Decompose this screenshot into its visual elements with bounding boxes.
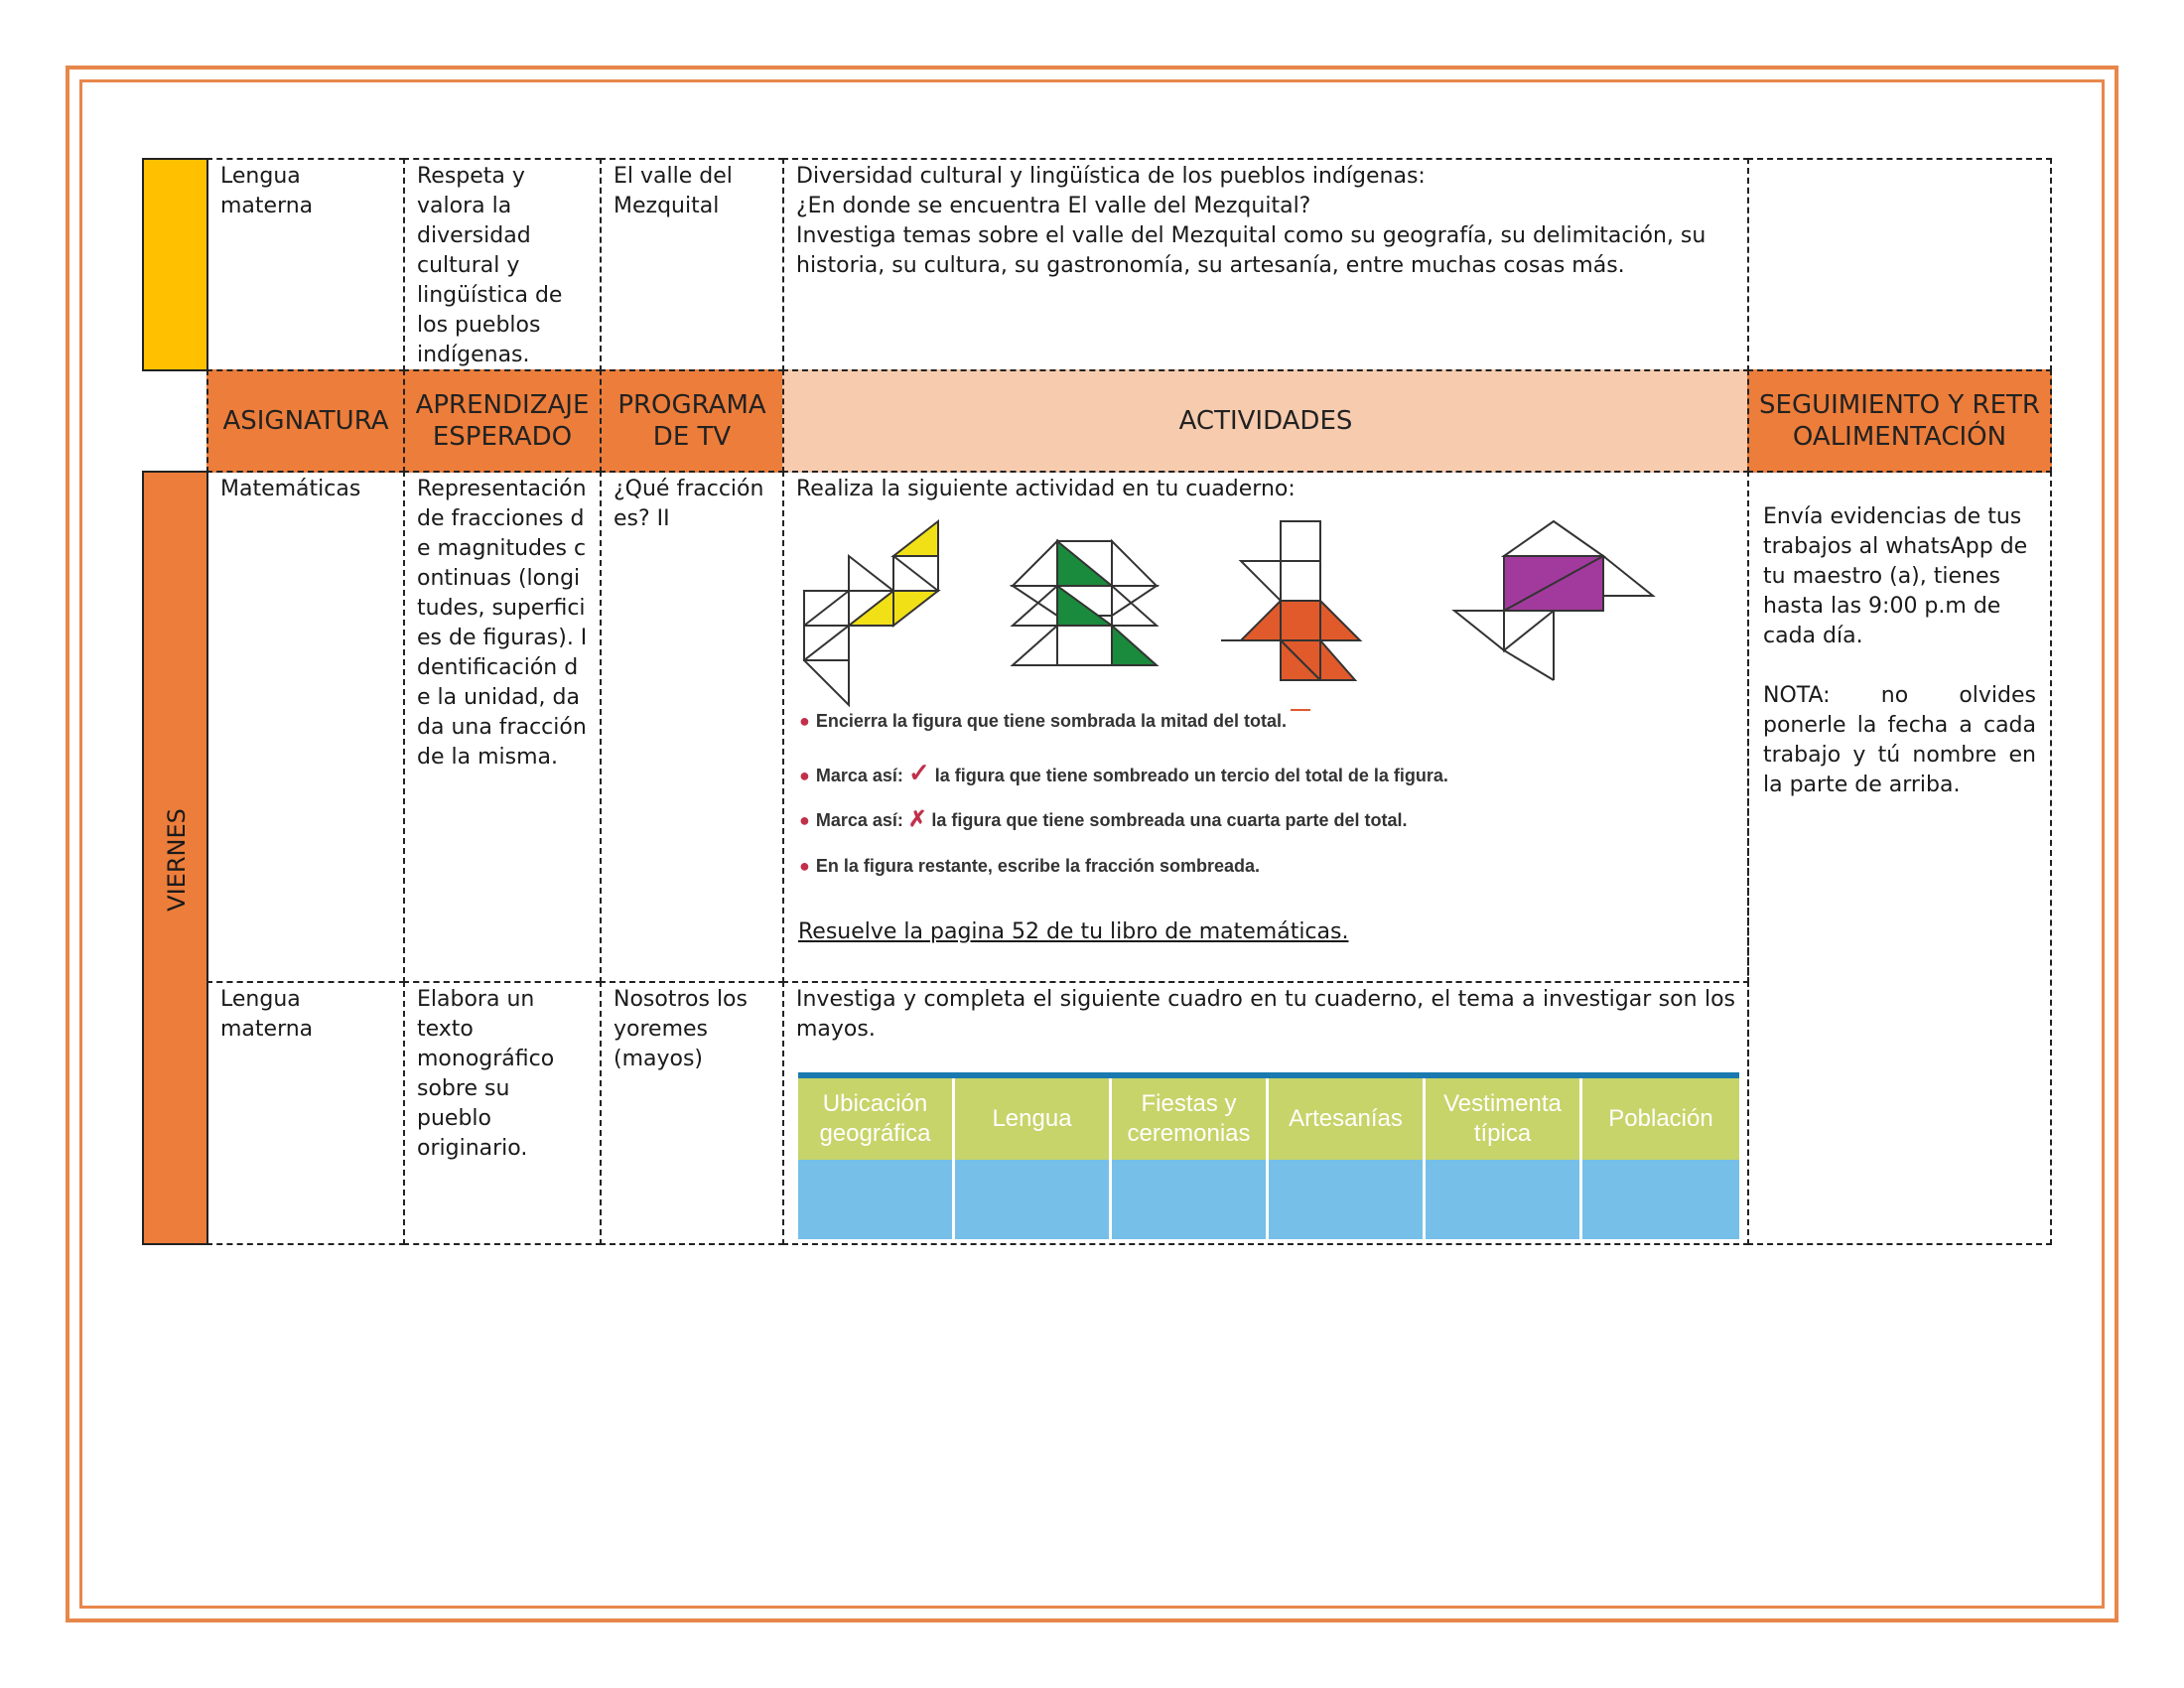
top-subject-cell [206, 158, 405, 371]
research-cell-festivals [1112, 1160, 1269, 1239]
day-label: VIERNES [163, 808, 191, 912]
top-activity-line-3: Investiga temas sobre el valle del Mezquital como su geografía, su delimitación, su historia, su cultura, su gastronomía, su artesanía, entre muchas cosas más. [796, 223, 1706, 278]
lengua-tv-cell [600, 981, 784, 1245]
header-activities: ACTIVIDADES [782, 369, 1749, 473]
research-cell-population [1582, 1160, 1739, 1239]
figure-yellow [804, 521, 938, 705]
followup-note: NOTA: no olvides ponerle la fecha a cada trabajo y tú nombre en la parte de arriba. [1763, 683, 2036, 797]
math-learning: Representación de fracciones de magnitudes continuas (longitudes, superficies de figuras). Identificación de la unidad, dada una fracción de la misma. [417, 477, 588, 770]
lengua-subject: Lengua materna [220, 987, 314, 1042]
lengua-tv-program: Nosotros los yoremes (mayos) [614, 987, 748, 1071]
math-intro: Realiza la siguiente actividad en tu cuaderno: [796, 477, 1296, 501]
check-mark-icon: ✓ [907, 758, 930, 787]
header-followup: SEGUIMIENTO Y RETROALIMENTACIÓN [1747, 369, 2052, 473]
day-column [142, 471, 208, 1245]
x-mark-icon: ✗ [907, 806, 927, 831]
lengua-intro: Investiga y completa el siguiente cuadro en tu cuaderno, el tema a investigar son los mayos. [796, 987, 1735, 1042]
top-tv-cell [600, 158, 784, 371]
math-learning-cell [403, 471, 602, 983]
research-col-clothing: Vestimenta típica [1426, 1078, 1582, 1160]
top-tv-program: El valle del Mezquital [614, 164, 733, 218]
header-learning: APRENDIZAJE ESPERADO [403, 369, 602, 473]
top-learning-cell [403, 158, 602, 371]
research-cell-clothing [1426, 1160, 1582, 1239]
header-tv-program: PROGRAMA DE TV [600, 369, 784, 473]
math-tv-program: ¿Qué fracción es? II [614, 477, 764, 531]
top-activities-cell [782, 158, 1749, 371]
instruction-2: ● Marca así: ✓ la figura que tiene sombreado un tercio del total de la figura. [799, 758, 1448, 787]
lengua-learning-cell [403, 981, 602, 1245]
lengua-learning: Elabora un texto monográfico sobre su pueblo originario. [417, 987, 555, 1161]
math-book-task: Resuelve la pagina 52 de tu libro de matemáticas. [798, 919, 1349, 944]
top-learning: Respeta y valora la diversidad cultural y lingüística de los pueblos indígenas. [417, 164, 563, 367]
day-color-bar-top [142, 158, 208, 371]
math-tv-cell [600, 471, 784, 983]
math-subject: Matemáticas [220, 477, 361, 501]
top-activity-line-1: Diversidad cultural y lingüística de los pueblos indígenas: [796, 164, 1426, 189]
research-col-festivals: Fiestas y ceremonias [1112, 1078, 1269, 1160]
figure-green [1013, 541, 1157, 665]
research-col-language: Lengua [955, 1078, 1112, 1160]
top-activity-line-2: ¿En donde se encuentra El valle del Mezquital? [796, 194, 1311, 218]
figure-orange [1221, 521, 1360, 710]
research-cell-language [955, 1160, 1112, 1239]
header-subject: ASIGNATURA [206, 369, 405, 473]
instruction-1: ● Encierra la figura que tiene sombrada la mitad del total. [799, 711, 1288, 731]
research-cell-location [798, 1160, 955, 1239]
lengua-subject-cell [206, 981, 405, 1245]
research-cell-crafts [1269, 1160, 1426, 1239]
instruction-4: ● En la figura restante, escribe la fracción sombreada. [799, 856, 1261, 876]
followup-message: Envía evidencias de tus trabajos al whatsApp de tu maestro (a), tienes hasta las 9:00 p.m de cada día. [1763, 504, 2028, 648]
top-followup-cell [1747, 158, 2052, 371]
research-col-location: Ubicación geográfica [798, 1078, 955, 1160]
research-col-crafts: Artesanías [1269, 1078, 1426, 1160]
research-col-population: Población [1582, 1078, 1739, 1160]
math-subject-cell [206, 471, 405, 983]
top-subject: Lengua materna [220, 164, 314, 218]
figure-purple [1454, 521, 1653, 680]
instruction-3: ● Marca así: ✗ la figura que tiene sombreada una cuarta parte del total. [799, 806, 1408, 831]
followup-cell [1747, 471, 2052, 1245]
fraction-figures [794, 516, 1688, 715]
